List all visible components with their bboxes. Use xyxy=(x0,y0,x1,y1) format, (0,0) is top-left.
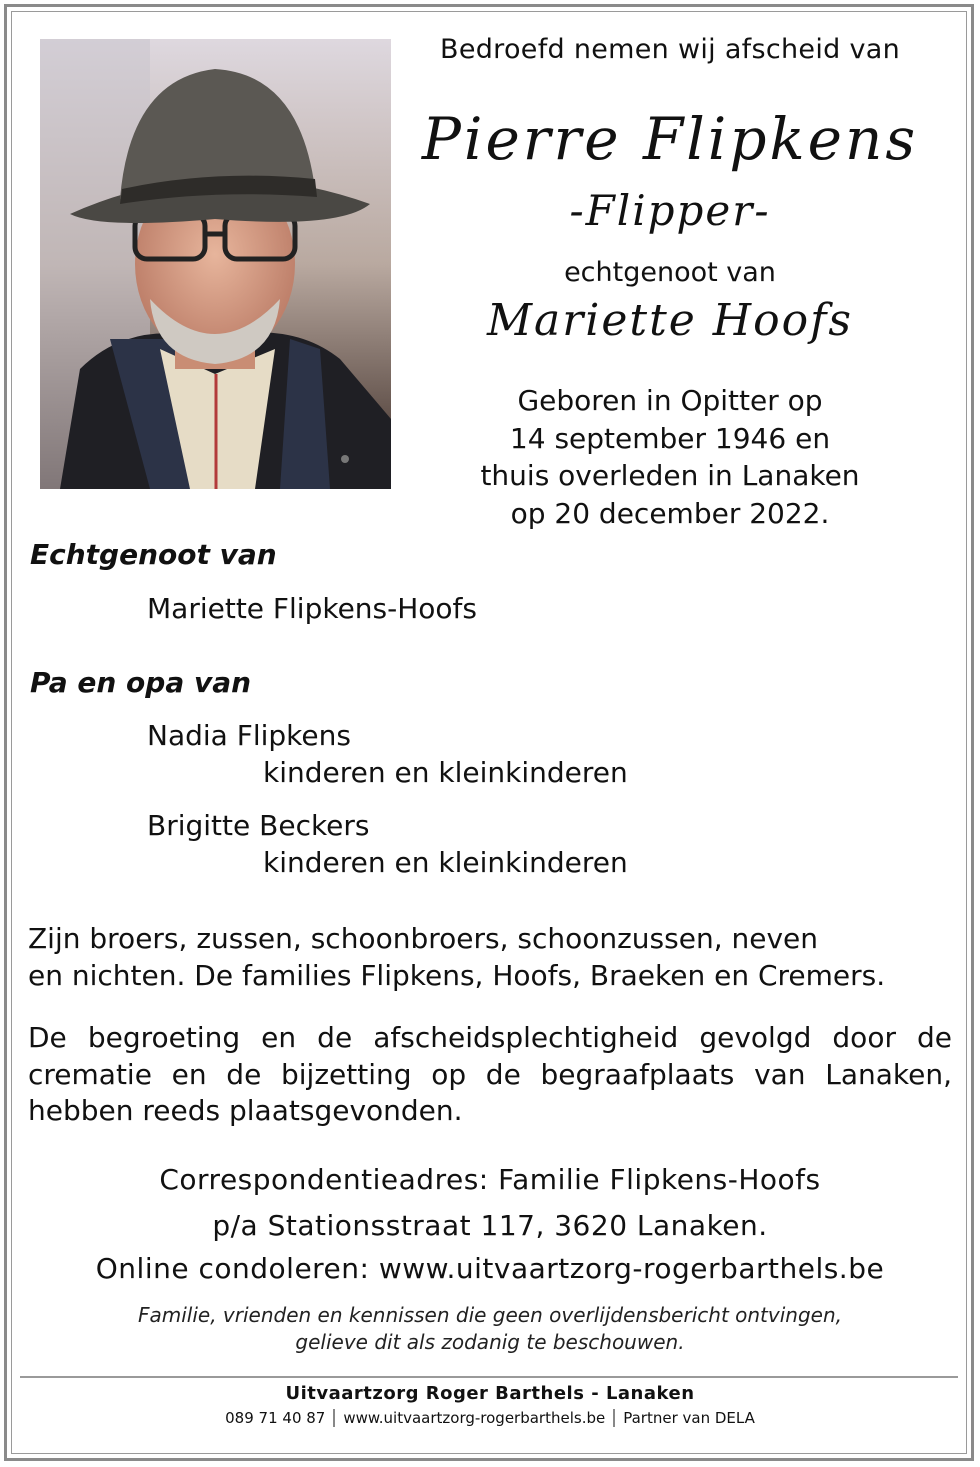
notice-line: Familie, vrienden en kennissen die geen overlijdensbericht ontvingen, xyxy=(138,1303,842,1327)
notice-line: gelieve dit als zodanig te beschouwen. xyxy=(295,1330,685,1354)
ceremony-text: De begroeting en de afscheidsplechtigheid gevolgd door de crematie en de bijzetting op de begraafplaats van Lanaken, hebben reeds plaatsgevonden. xyxy=(28,1021,952,1127)
relatives-line: Zijn broers, zussen, schoonbroers, schoonzussen, neven xyxy=(28,922,819,955)
footer-partner: Partner van DELA xyxy=(623,1409,755,1427)
relatives-text xyxy=(28,921,952,994)
deceased-name: Pierre Flipkens xyxy=(421,105,919,173)
born-line: 14 september 1946 en xyxy=(509,421,831,455)
spouse-intro: echtgenoot van xyxy=(564,257,776,288)
spouse-full-name: Mariette Flipkens-Hoofs xyxy=(147,592,477,625)
born-line: Geboren in Opitter op xyxy=(517,384,823,417)
online-condolence: Online condoleren: www.uitvaartzorg-rogerbarthels.be xyxy=(95,1252,885,1285)
footer-separator xyxy=(333,1409,335,1427)
born-line: op 20 december 2022. xyxy=(510,496,830,530)
child-name: Brigitte Beckers xyxy=(147,809,370,842)
child-descendants: kinderen en kleinkinderen xyxy=(263,846,628,879)
birth-death-info xyxy=(400,382,940,532)
footer-contact xyxy=(0,1409,980,1427)
child-descendants: kinderen en kleinkinderen xyxy=(263,756,628,789)
footer-divider xyxy=(20,1376,958,1378)
funeral-company: Uitvaartzorg Roger Barthels - Lanaken xyxy=(285,1383,695,1404)
footer-website: www.uitvaartzorg-rogerbarthels.be xyxy=(343,1409,606,1427)
portrait-photo xyxy=(40,39,391,489)
born-line: thuis overleden in Lanaken xyxy=(480,459,860,492)
correspondence-address: Correspondentieadres: Familie Flipkens-Hoofs xyxy=(159,1163,821,1196)
intro-text: Bedroefd nemen wij afscheid van xyxy=(440,34,900,65)
deceased-nickname: -Flipper- xyxy=(569,186,771,235)
relatives-line: en nichten. De families Flipkens, Hoofs, Braeken en Cremers. xyxy=(28,958,886,992)
spouse-name: Mariette Hoofs xyxy=(486,295,854,346)
children-heading: Pa en opa van xyxy=(30,666,252,699)
notice-note xyxy=(0,1302,980,1356)
correspondence-street: p/a Stationsstraat 117, 3620 Lanaken. xyxy=(212,1209,768,1242)
child-name: Nadia Flipkens xyxy=(147,719,351,752)
footer-separator xyxy=(613,1409,615,1427)
footer-phone: 089 71 40 87 xyxy=(225,1409,326,1427)
spouse-heading: Echtgenoot van xyxy=(30,538,277,571)
